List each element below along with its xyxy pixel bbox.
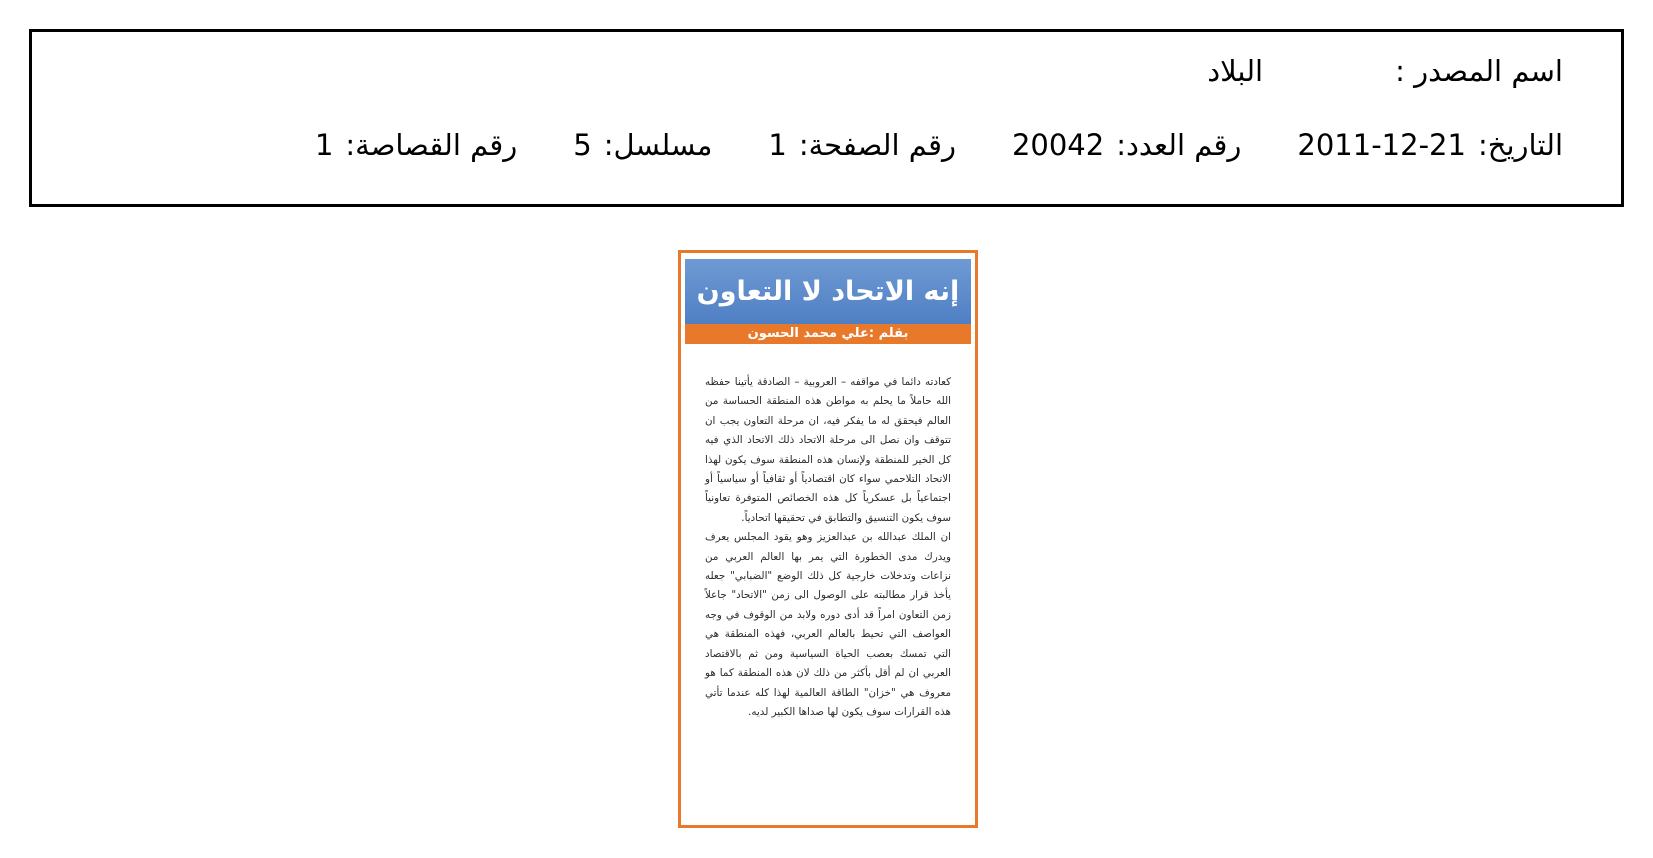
article-paragraph: كعادته دائما في مواقفه – العروبية – الصادقة يأتينا حفظه الله حاملاً ما يحلم به مواطن هذه المنطقة الحساسة من العالم فيحقق له ما يفكر فيه، ان مرحلة التعاون يجب ان تتوقف وان نصل الى مرحلة الاتحاد ذلك الاتحاد الذي فيه كل الخير للمنطقة ولإنسان هذه المنطقة سوف يكون لهذا الاتحاد التلاحمي سواء كان اقتصادياً أو ثقافياً أو سياسياً أو اجتماعياً بل عسكرياً كل هذه الخصائص المتوفرة تعاونياً سوف يكون التنسيق والتطابق في تحقيقها اتحادياً.	[705, 376, 951, 524]
date-value: 2011-12-21	[1297, 128, 1466, 162]
issue-value: 20042	[1011, 128, 1105, 162]
clip-number-value: 1	[314, 128, 334, 162]
serial-label: مسلسل:	[603, 128, 713, 162]
article-title: إنه الاتحاد لا التعاون	[685, 259, 971, 324]
source-label: اسم المصدر :	[1395, 54, 1563, 88]
clip-number-field	[315, 128, 517, 162]
article-byline: بقلم :علي محمد الحسون	[685, 324, 971, 344]
source-row	[1207, 54, 1563, 88]
details-row	[315, 128, 1563, 162]
serial-value: 5	[573, 128, 592, 162]
source-value: البلاد	[1207, 54, 1264, 88]
article-body	[705, 373, 951, 803]
source-field	[1207, 54, 1563, 88]
article-paragraph: ان الملك عبدالله بن عبدالعزيز وهو يقود المجلس يعرف ويدرك مدى الخطورة التي يمر بها العالم العربي من نزاعات وتدخلات خارجية كل ذلك الوضع "الضبابي" جعله يأخذ قرار مطالبته على الوصول الى زمن "الاتحاد" جاعلاً زمن التعاون امراً قد أدى دوره ولابد من الوقوف في وجه العواصف التي تحيط بالعالم العربي، فهذه المنطقة هي التي تمسك بعصب الحياة السياسية ومن ثم بالاقتصاد العربي ان لم أقل بأكثر من ذلك لان هذه المنطقة كما هو معروف هي "خزان" الطاقة العالمية لهذا كله عندما تأتي هذه القرارات سوف يكون لها صداها الكبير لديه.	[705, 531, 951, 718]
issue-field	[1012, 128, 1241, 162]
newspaper-clipping	[678, 250, 978, 828]
date-field	[1297, 128, 1563, 162]
page-label: رقم الصفحة:	[798, 128, 956, 162]
page-value: 1	[768, 128, 787, 162]
issue-label: رقم العدد:	[1116, 128, 1242, 162]
clip-number-label: رقم القصاصة:	[345, 128, 518, 162]
metadata-box	[29, 29, 1624, 207]
page-field	[768, 128, 956, 162]
date-label: التاريخ:	[1477, 128, 1563, 162]
serial-field	[573, 128, 712, 162]
